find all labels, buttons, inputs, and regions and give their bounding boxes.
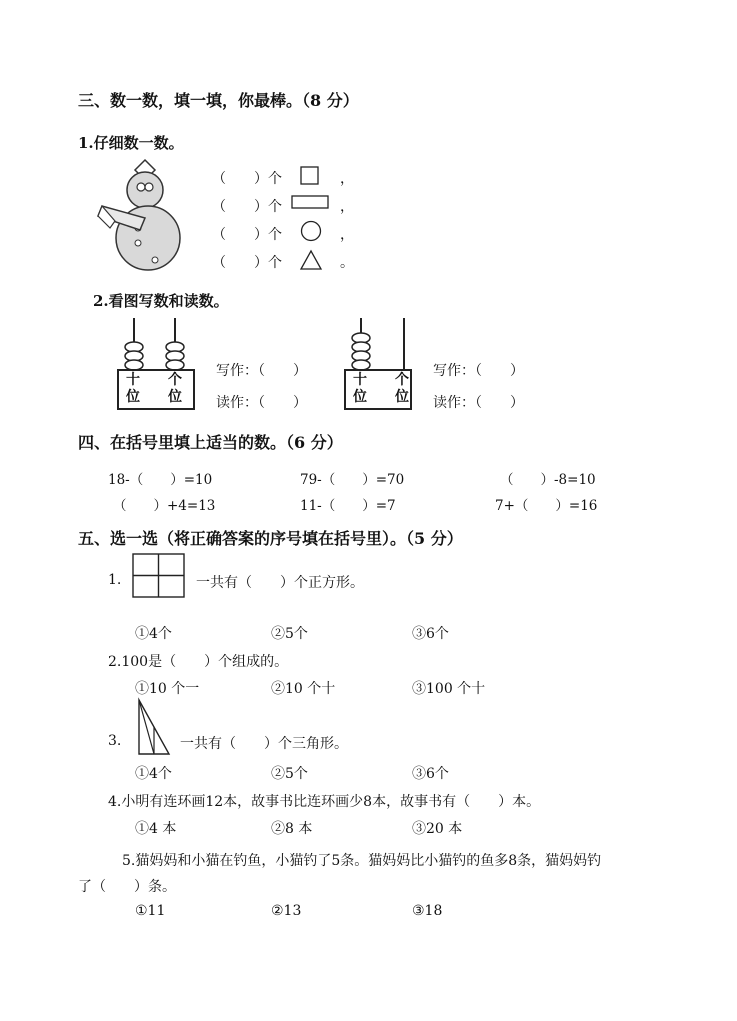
punct: 。 xyxy=(340,255,354,271)
q5-1-num: 1. xyxy=(108,572,122,588)
q5-3-opt-b: ②5个 xyxy=(271,766,308,782)
q5-1-opt-c: ③6个 xyxy=(412,626,449,642)
q5-2-opt-c: ③100 个十 xyxy=(412,681,486,697)
punct: ， xyxy=(340,227,354,243)
circle-icon xyxy=(300,220,322,242)
eq-6: 7+（ ）=16 xyxy=(495,498,598,514)
q5-5-opt-b: ②13 xyxy=(271,903,302,919)
triangle-figure xyxy=(136,698,172,758)
square-icon xyxy=(300,166,320,186)
tens-label-left: 十 位 xyxy=(126,372,140,405)
write-label-left: 写作：（ ） xyxy=(216,363,307,379)
snowman-figure xyxy=(90,158,190,273)
section4-title: 四、在括号里填上适当的数。（6 分） xyxy=(78,433,343,452)
q1-label: 1.仔细数一数。 xyxy=(78,134,184,152)
punct: ， xyxy=(340,171,354,187)
q5-4-opt-a: ①4 本 xyxy=(135,821,177,837)
eq-3: （ ）-8=10 xyxy=(500,472,596,488)
triangle-icon xyxy=(300,250,322,270)
eq-1: 18-（ ）=10 xyxy=(108,472,213,488)
q2-label: 2.看图写数和读数。 xyxy=(93,292,229,310)
q5-3-num: 3. xyxy=(108,733,122,749)
q5-5-text-line2: 了（ ）条。 xyxy=(78,879,176,895)
q5-3-text: 一共有（ ）个三角形。 xyxy=(180,736,348,752)
count-row-triangle: （ ）个 xyxy=(212,255,282,271)
rectangle-icon xyxy=(291,195,331,211)
punct: ， xyxy=(340,199,354,215)
q5-5-text-line1: 5.猫妈妈和小猫在钓鱼，小猫钓了5条。猫妈妈比小猫钓的鱼多8条，猫妈妈钓 xyxy=(122,853,602,869)
q5-3-opt-a: ①4个 xyxy=(135,766,172,782)
q5-1-opt-a: ①4个 xyxy=(135,626,172,642)
read-label-right: 读作：（ ） xyxy=(433,395,524,411)
read-label-left: 读作：（ ） xyxy=(216,395,307,411)
snowman-head xyxy=(127,172,163,208)
tens-label-right: 十 位 xyxy=(353,372,367,405)
count-row-circle: （ ）个 xyxy=(212,227,282,243)
eq-2: 79-（ ）=70 xyxy=(300,472,405,488)
q5-3-opt-c: ③6个 xyxy=(412,766,449,782)
q5-4-opt-c: ③20 本 xyxy=(412,821,463,837)
q5-5-opt-a: ①11 xyxy=(135,903,166,919)
q5-1-opt-b: ②5个 xyxy=(271,626,308,642)
section3-title: 三、数一数，填一填，你最棒。（8 分） xyxy=(78,91,359,110)
ones-label-right: 个 位 xyxy=(395,372,409,405)
q5-2-text: 2.100是（ ）个组成的。 xyxy=(108,654,289,670)
count-row-square: （ ）个 xyxy=(212,171,282,187)
q5-1-text: 一共有（ ）个正方形。 xyxy=(196,575,364,591)
count-row-rectangle: （ ）个 xyxy=(212,199,282,215)
write-label-right: 写作：（ ） xyxy=(433,363,524,379)
grid-square-figure xyxy=(132,553,186,599)
eq-5: 11-（ ）=7 xyxy=(300,498,396,514)
ones-label-left: 个 位 xyxy=(168,372,182,405)
q5-2-opt-b: ②10 个十 xyxy=(271,681,336,697)
eq-4: （ ）+4=13 xyxy=(113,498,216,514)
q5-2-opt-a: ①10 个一 xyxy=(135,681,200,697)
q5-5-opt-c: ③18 xyxy=(412,903,443,919)
section5-title: 五、选一选（将正确答案的序号填在括号里）。（5 分） xyxy=(78,529,463,548)
q5-4-opt-b: ②8 本 xyxy=(271,821,313,837)
q5-4-text: 4.小明有连环画12本，故事书比连环画少8本，故事书有（ ）本。 xyxy=(108,794,541,810)
